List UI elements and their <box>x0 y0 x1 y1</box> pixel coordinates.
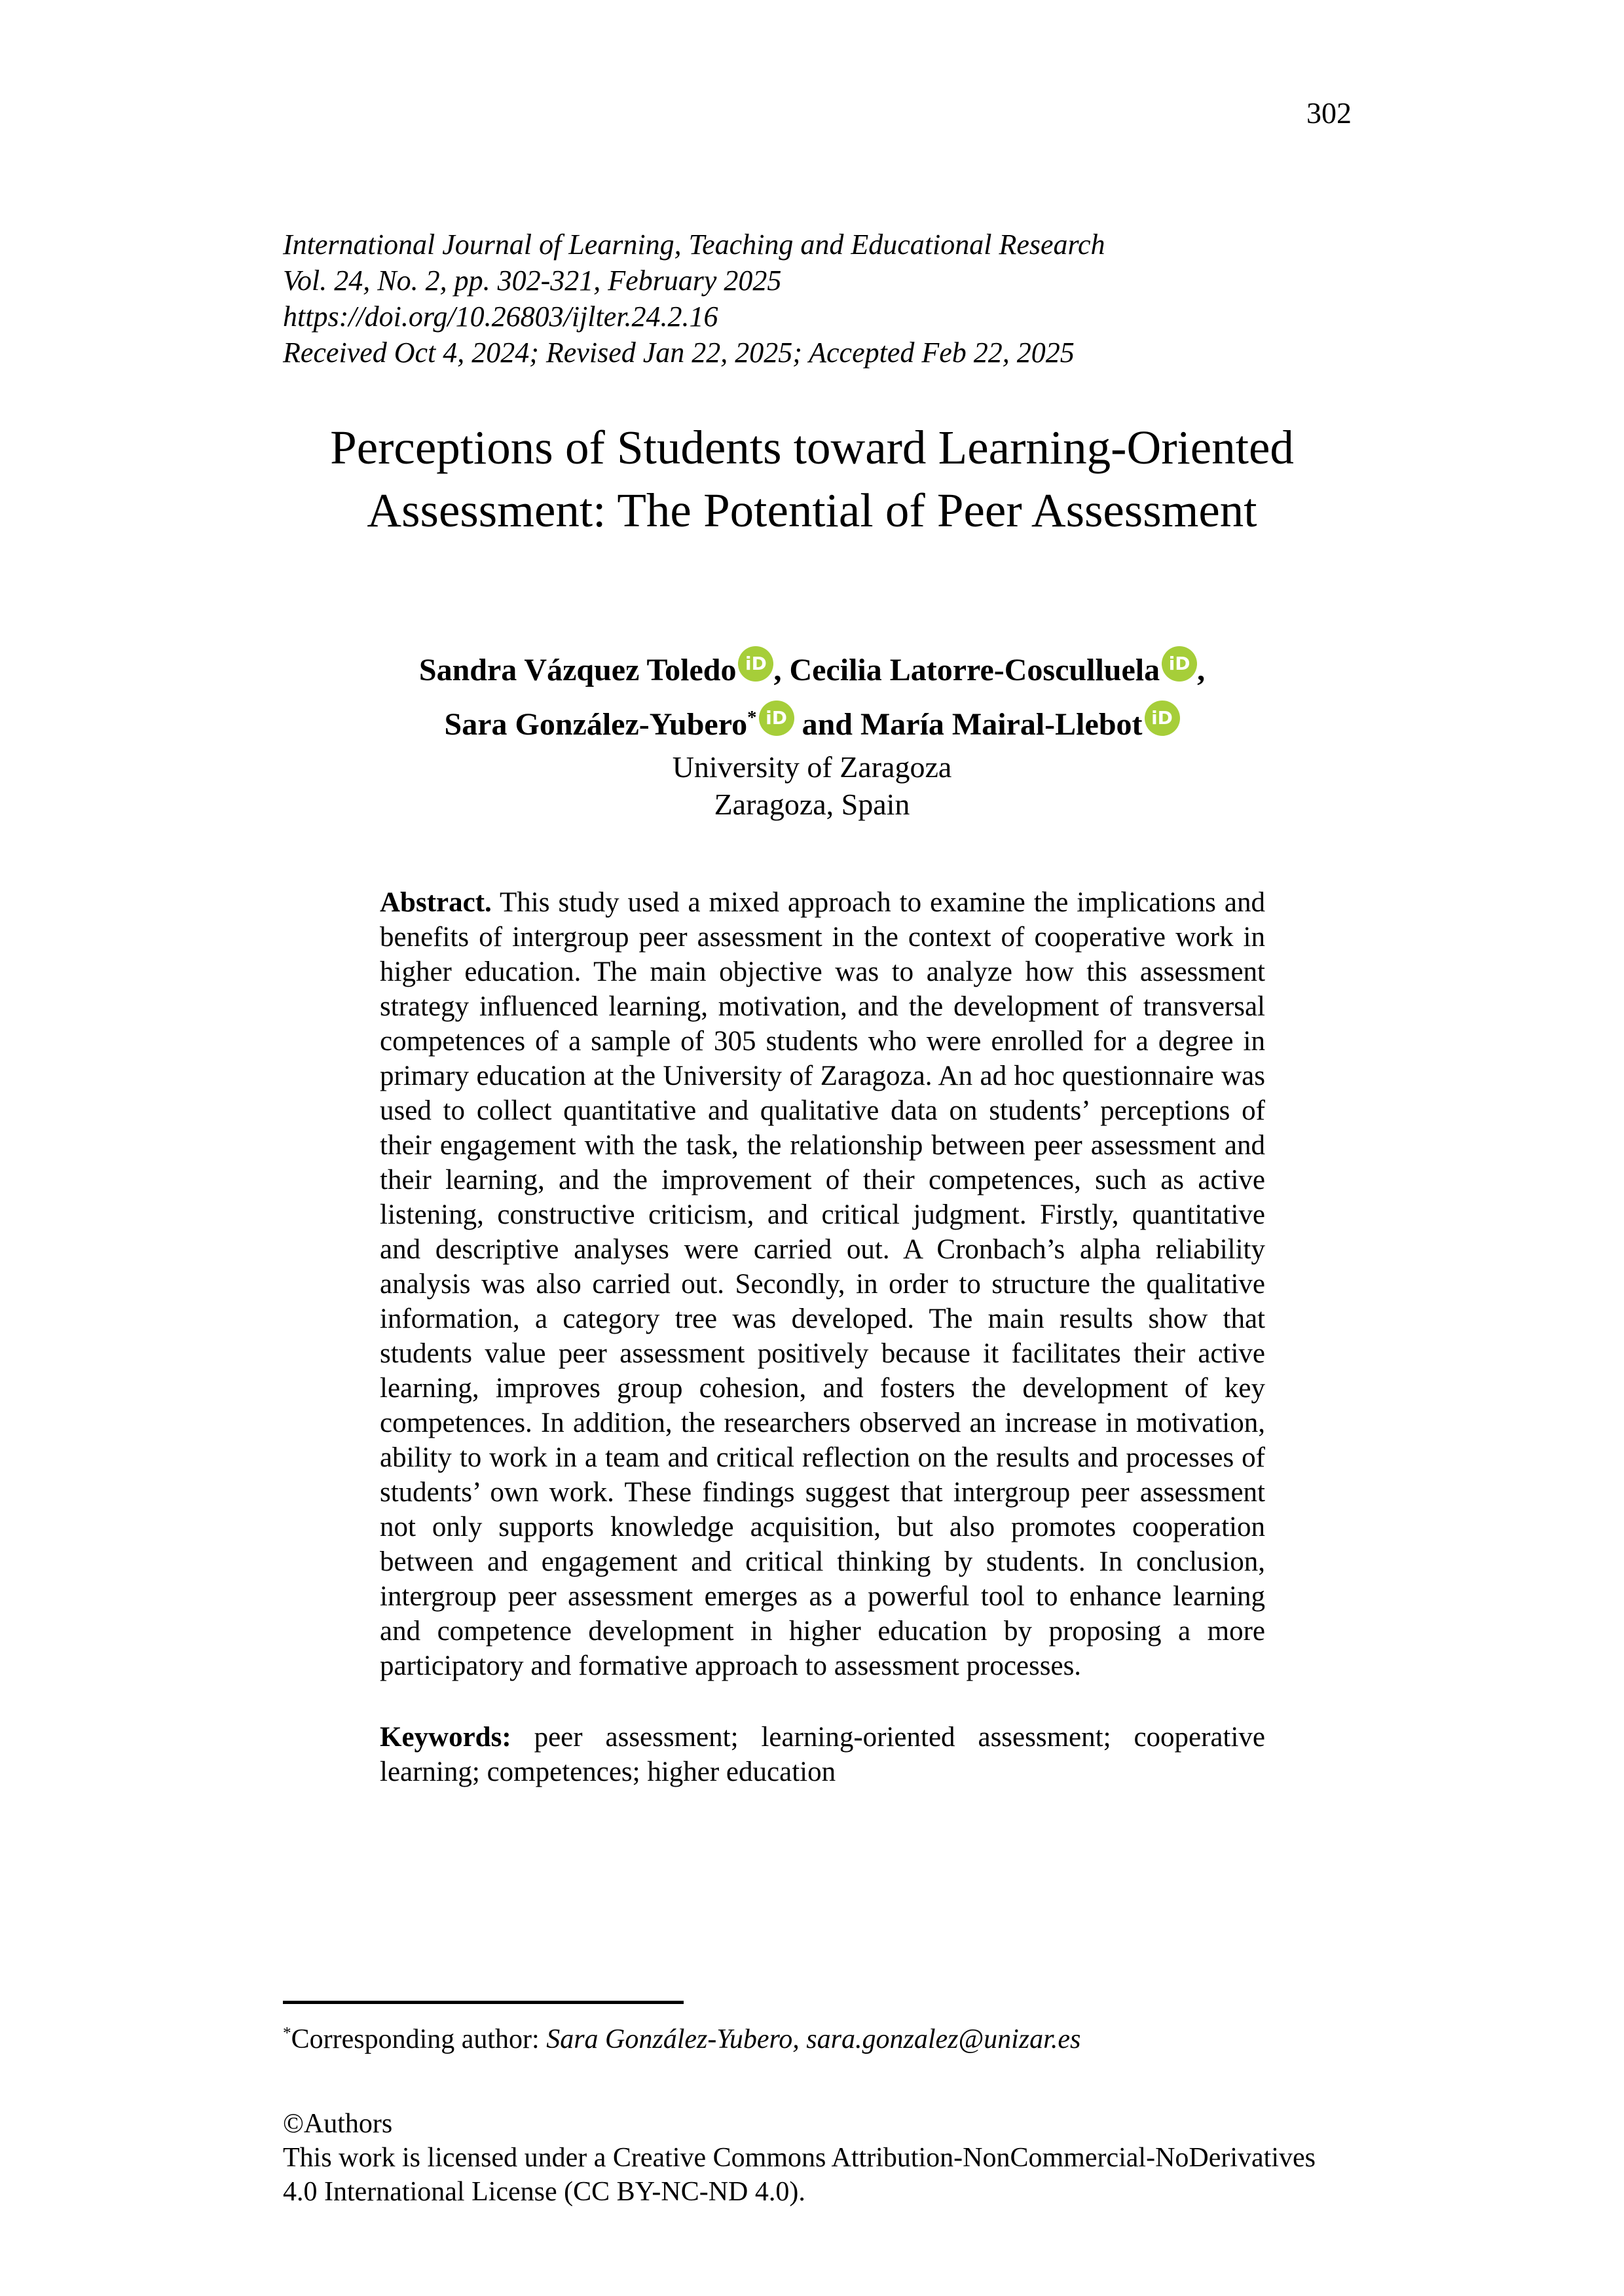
body-column <box>380 885 1265 1789</box>
keywords-section <box>380 1720 1265 1789</box>
footnote-marker: * <box>283 2024 291 2042</box>
journal-volume: Vol. 24, No. 2, pp. 302-321, February 2025 <box>283 264 782 297</box>
abstract-section <box>380 885 1265 1683</box>
affiliation: University of Zaragoza <box>672 750 952 784</box>
orcid-icon <box>738 646 773 682</box>
page-number: 302 <box>1306 96 1352 130</box>
orcid-icon <box>1145 701 1180 736</box>
journal-header <box>283 227 1363 371</box>
journal-name: International Journal of Learning, Teaching and Educational Research <box>283 228 1105 261</box>
author-name: Cecilia Latorre-Cosculluela <box>789 653 1160 687</box>
copyright-line: ©Authors <box>283 2109 393 2139</box>
journal-doi: https://doi.org/10.26803/ijlter.24.2.16 <box>283 301 718 333</box>
author-separator: , <box>773 653 790 687</box>
author-separator: and <box>794 707 860 742</box>
footnote-separator <box>283 2001 684 2004</box>
footnote <box>283 2016 1383 2056</box>
abstract-text: This study used a mixed approach to examine the implications and benefits of intergroup peer assessment in the context of cooperative work in higher education. The main objective was to analyze how this assessment strategy influenced learning, motivation, and the development of transversal competences of a sample of 305 students who were enrolled for a degree in primary education at the University of Zaragoza. An ad hoc questionnaire was used to collect quantitative and qualitative data on students’ perceptions of their engagement with the task, the relationship between peer assessment and their learning, and the improvement of their competences, such as active listening, constructive criticism, and critical judgment. Firstly, quantitative and descriptive analyses were carried out. A Cronbach’s alpha reliability analysis was also carried out. Secondly, in order to structure the qualitative information, a category tree was developed. The main results show that students value peer assessment positively because it facilitates their active learning, improves group cohesion, and fosters the development of key competences. In addition, the researchers observed an increase in motivation, ability to work in a team and critical reflection on the results and processes of students’ own work. These findings suggest that intergroup peer assessment not only supports knowledge acquisition, but also promotes cooperation between and engagement and critical thinking by students. In conclusion, intergroup peer assessment emerges as a powerful tool to enhance learning and competence development in higher education by proposing a more participatory and formative approach to assessment processes. <box>380 887 1265 1681</box>
keywords-label: Keywords: <box>380 1722 511 1753</box>
orcid-id-glyph: iD <box>766 707 787 729</box>
abstract-label: Abstract. <box>380 887 492 918</box>
author-name: María Mairal-Llebot <box>860 707 1143 742</box>
orcid-id-glyph: iD <box>1168 653 1190 674</box>
license-block <box>283 2107 1352 2209</box>
paper-title: Perceptions of Students toward Learning-Oriented Assessment: The Potential of Peer Assessment <box>330 421 1294 537</box>
footnote-author-email: Sara González-Yubero, sara.gonzalez@unizar.es <box>546 2024 1081 2054</box>
keywords-text: peer assessment; learning-oriented assessment; cooperative learning; competences; higher education <box>380 1722 1265 1787</box>
license-text: This work is licensed under a Creative Commons Attribution-NonCommercial-NoDerivatives 4.0 International License (CC BY-NC-ND 4.0). <box>283 2143 1316 2207</box>
location: Zaragoza, Spain <box>714 788 910 821</box>
orcid-id-glyph: iD <box>1151 707 1173 729</box>
orcid-icon <box>1162 646 1197 682</box>
corresponding-author-marker: * <box>747 707 757 728</box>
author-separator: , <box>1197 653 1206 687</box>
footnote-label: Corresponding author: <box>291 2024 547 2054</box>
authors-block <box>262 647 1362 823</box>
author-name: Sandra Vázquez Toledo <box>418 653 737 687</box>
orcid-icon <box>759 701 794 736</box>
journal-history: Received Oct 4, 2024; Revised Jan 22, 2025; Accepted Feb 22, 2025 <box>283 337 1075 369</box>
author-line-1 <box>262 647 1362 694</box>
author-line-2 <box>262 694 1362 748</box>
author-name: Sara González-Yubero <box>444 707 748 742</box>
orcid-id-glyph: iD <box>745 653 767 674</box>
